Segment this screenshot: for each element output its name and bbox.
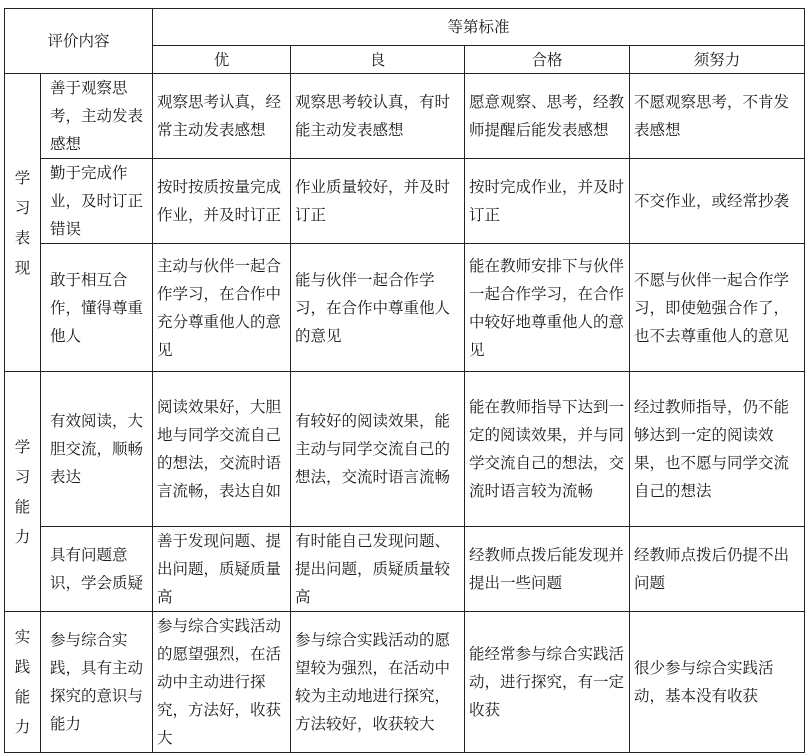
evaluation-table-container: [4, 8, 805, 753]
sub-item: 有效阅读，大胆交流，顺畅表达: [41, 372, 153, 527]
cell-pass: 经教师点拨后能发现并提出一些问题: [465, 527, 630, 612]
cell-good: 有时能自己发现问题、提出问题，质疑质量较高: [291, 527, 465, 612]
cell-good: 有较好的阅读效果，能主动与同学交流自己的想法，交流时语言流畅: [291, 372, 465, 527]
table-row: [5, 244, 805, 372]
table-row: [5, 159, 805, 244]
cell-needs-effort: 不愿与伙伴一起合作学习，即使勉强合作了，也不去尊重他人的意见: [630, 244, 805, 372]
cell-pass: 能在教师安排下与伙伴一起合作学习，在合作中较好地尊重他人的意见: [465, 244, 630, 372]
cell-pass: 按时完成作业，并及时订正: [465, 159, 630, 244]
cell-needs-effort: 不愿观察思考，不肯发表感想: [630, 74, 805, 159]
cell-good: 观察思考较认真，有时能主动发表感想: [291, 74, 465, 159]
category-learning-performance: 学习表现: [5, 74, 41, 372]
sub-item: 善于观察思考，主动发表感想: [41, 74, 153, 159]
cell-pass: 能经常参与综合实践活动，进行探究，有一定收获: [465, 612, 630, 753]
category-learning-ability: 学习能力: [5, 372, 41, 612]
cell-needs-effort: 很少参与综合实践活动，基本没有收获: [630, 612, 805, 753]
sub-item: 敢于相互合作，懂得尊重他人: [41, 244, 153, 372]
cell-pass: 愿意观察、思考，经教师提醒后能发表感想: [465, 74, 630, 159]
header-level-pass: 合格: [465, 46, 630, 74]
cell-pass: 能在教师指导下达到一定的阅读效果，并与同学交流自己的想法，交流时语言较为流畅: [465, 372, 630, 527]
cell-excellent: 阅读效果好，大胆地与同学交流自己的想法，交流时语言流畅，表达自如: [153, 372, 291, 527]
cell-excellent: 善于发现问题、提出问题，质疑质量高: [153, 527, 291, 612]
cell-excellent: 观察思考认真，经常主动发表感想: [153, 74, 291, 159]
cell-excellent: 参与综合实践活动的愿望强烈，在活动中主动进行探究，方法好，收获大: [153, 612, 291, 753]
cell-needs-effort: 经教师点拨后仍提不出问题: [630, 527, 805, 612]
cell-good: 作业质量较好，并及时订正: [291, 159, 465, 244]
cell-good: 参与综合实践活动的愿望较为强烈，在活动中较为主动地进行探究，方法较好，收获较大: [291, 612, 465, 753]
header-level-needs-effort: 须努力: [630, 46, 805, 74]
cell-needs-effort: 不交作业，或经常抄袭: [630, 159, 805, 244]
category-practical-ability: 实践能力: [5, 612, 41, 753]
cell-excellent: 按时按质按量完成作业，并及时订正: [153, 159, 291, 244]
table-row: [5, 372, 805, 527]
table-row: [5, 612, 805, 753]
header-level-excellent: 优: [153, 46, 291, 74]
sub-item: 参与综合实践，具有主动探究的意识与能力: [41, 612, 153, 753]
evaluation-standard-table: [4, 8, 805, 753]
cell-excellent: 主动与伙伴一起合作学习，在合作中充分尊重他人的意见: [153, 244, 291, 372]
cell-needs-effort: 经过教师指导，仍不能够达到一定的阅读效果，也不愿与同学交流自己的想法: [630, 372, 805, 527]
table-row: [5, 527, 805, 612]
sub-item: 勤于完成作业，及时订正错误: [41, 159, 153, 244]
table-row: [5, 74, 805, 159]
header-level-good: 良: [291, 46, 465, 74]
sub-item: 具有问题意识，学会质疑: [41, 527, 153, 612]
cell-good: 能与伙伴一起合作学习，在合作中尊重他人的意见: [291, 244, 465, 372]
header-grade-standard: 等第标准: [153, 9, 805, 46]
header-evaluation-content: 评价内容: [5, 9, 153, 74]
